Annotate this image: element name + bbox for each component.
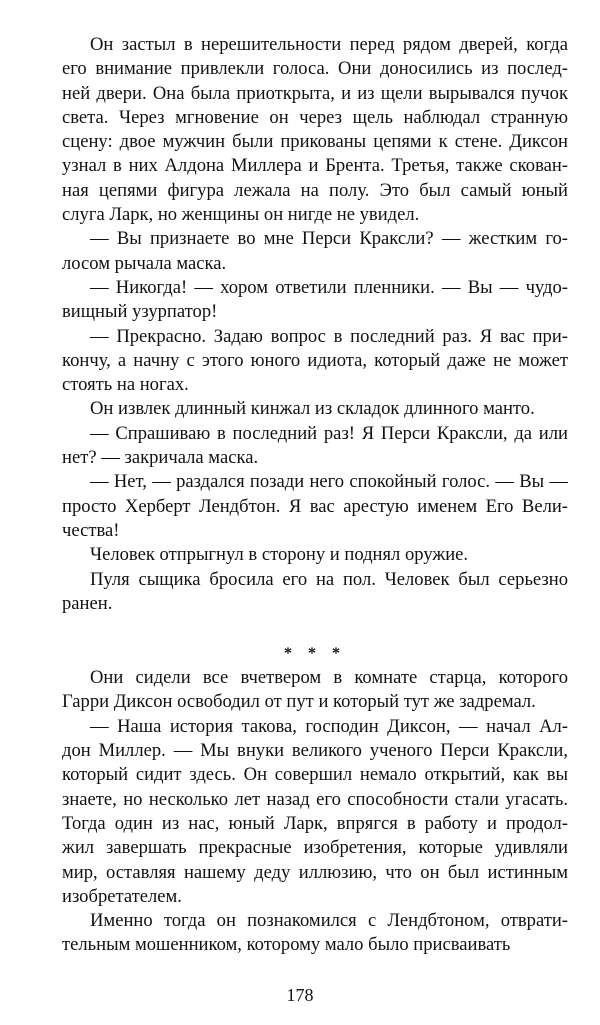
paragraph [62,325,568,398]
text-line: — Наша история такова, господин Диксон, — начал Ал- [90,715,568,737]
text-line: — Никогда! — хором ответили пленники. — Вы — чудо- [90,276,568,298]
text-before-separator [62,33,568,616]
text-line: чества! [62,519,120,541]
text-line: Он застыл в нерешительности перед рядом дверей, когда [90,34,568,55]
text-line: тельным мошенником, которому мало было присваивать [62,934,511,956]
text-line: сцену: двое мужчин были прикованы цепями к стене. Диксон [62,131,568,153]
text-line: — Нет, — раздался позади него спокойный голос. — Вы — [90,471,568,493]
text-line: нет? — закричала маска. [62,447,259,469]
text-line: — Вы признаете во мне Перси Краксли? — жестким го- [90,228,568,250]
page-number: 178 [286,985,314,1005]
paragraph [62,470,568,543]
paragraph [62,397,568,421]
text-line: знаете, но несколько лет назад его способности стали угасать. [62,788,568,810]
page-body [62,33,568,958]
text-line: его внимание привлекли голоса. Они доносились из послед- [62,58,568,80]
paragraph [62,227,568,276]
text-line: Человек отпрыгнул в сторону и поднял оружие. [90,544,469,566]
paragraph [62,715,568,909]
paragraph [62,909,568,958]
text-line: жил завершать прекрасные изобретения, которые удивляли [62,837,568,859]
text-line: Именно тогда он познакомился с Лендбтоном, отврати- [90,910,568,932]
text-line: Тогда один из нас, юный Ларк, впрягся в работу и продол- [62,812,568,834]
paragraph [62,33,568,227]
text-line: лосом рычала маска. [62,252,227,274]
text-line: Он извлек длинный кинжал из складок длинного манто. [90,398,535,420]
paragraph [62,543,568,567]
text-line: изобретателем. [62,885,182,907]
text-line: ранен. [62,592,113,614]
text-after-separator [62,666,568,958]
text-line: кончу, а начну с этого юного идиота, который даже не может [62,349,568,371]
text-line: Они сидели все вчетвером в комнате старца, которого [90,667,568,689]
text-line: света. Через мгновение он через щель наблюдал странную [62,106,568,128]
text-line: ная цепями фигура лежала на полу. Это был самый юный [62,179,568,201]
text-line: — Спрашиваю в последний раз! Я Перси Краксли, да или [90,422,568,444]
text-line: просто Херберт Лендбтон. Я вас арестую именем Его Вели- [62,495,568,517]
text-line: дон Миллер. — Мы внуки великого ученого Перси Краксли, [62,740,568,762]
text-line: ней двери. Она была приоткрыта, и из щели вырывался пучок [62,82,568,104]
section-separator: * * * [284,645,346,663]
text-line: который сидит здесь. Он совершил немало открытий, как вы [62,764,568,786]
paragraph [62,568,568,617]
text-line: — Прекрасно. Задаю вопрос в последний раз. Я вас при- [90,325,568,347]
text-line: слуга Ларк, но женщины он нигде не увидел. [62,204,420,226]
text-line: Пуля сыщика бросила его на пол. Человек был серьезно [90,568,568,590]
section-gap [62,616,568,642]
text-line: мир, оставляя нашему деду иллюзию, что он был истинным [62,861,568,883]
text-line: вищный узурпатор! [62,301,218,323]
paragraph [62,276,568,325]
text-line: стоять на ногах. [62,374,189,396]
paragraph [62,422,568,471]
text-line: узнал в них Алдона Миллера и Брента. Третья, также скован- [62,155,568,177]
text-line: Гарри Диксон освободил от пут и который тут же задремал. [62,691,536,713]
paragraph [62,666,568,715]
